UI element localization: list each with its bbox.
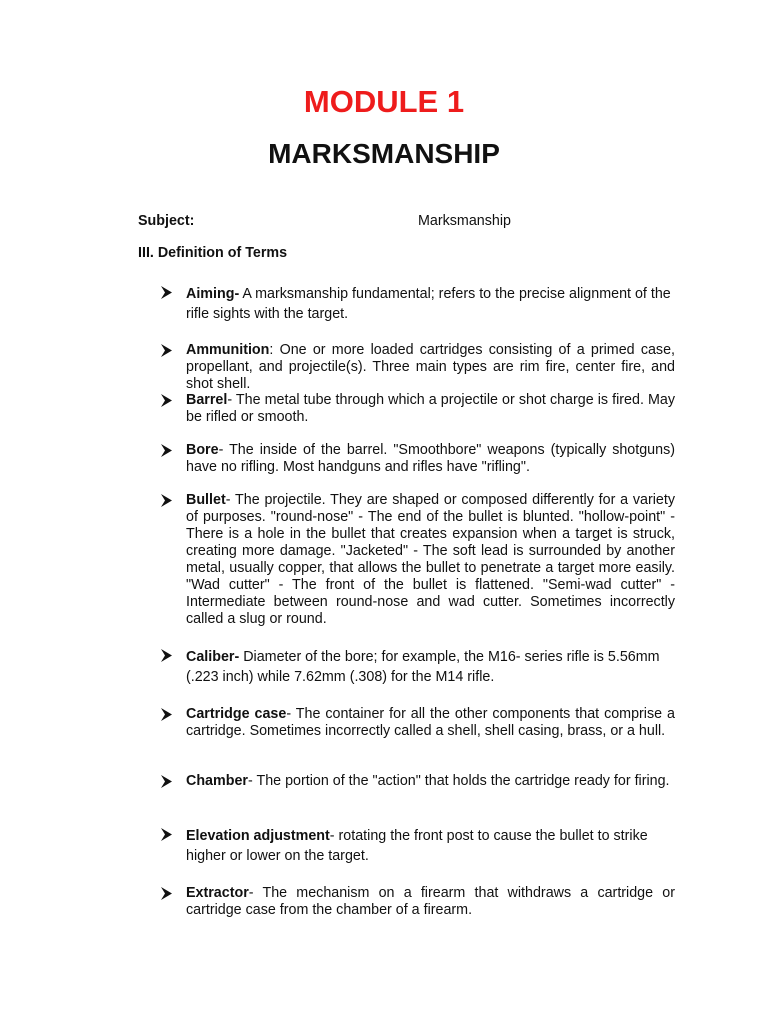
subject-value: Marksmanship xyxy=(418,213,511,229)
term-definition: - The metal tube through which a projectile or shot charge is fired. May be rifled or smooth. xyxy=(186,392,675,425)
term-definition: A marksmanship fundamental; refers to the precise alignment of the rifle sights with the target. xyxy=(186,286,671,322)
term-item-ammunition xyxy=(163,342,675,393)
term-name: Cartridge case xyxy=(186,706,287,722)
term-definition: : One or more loaded cartridges consisting of a primed case, propellant, and projectile(s). Three main types are rim fire, center fire, and shot shell. xyxy=(186,342,675,392)
arrow-bullet-icon xyxy=(161,286,172,299)
term-name: Barrel xyxy=(186,392,228,408)
term-text xyxy=(186,773,675,790)
term-item-caliber xyxy=(163,647,675,687)
arrow-bullet-icon xyxy=(161,828,172,841)
module-number: MODULE 1 xyxy=(303,84,465,119)
arrow-bullet-icon xyxy=(161,444,172,457)
term-item-chamber xyxy=(163,773,675,790)
term-item-extractor xyxy=(163,885,675,919)
term-name: Caliber- xyxy=(186,649,240,665)
term-item-aiming xyxy=(163,284,675,324)
term-definition: - The mechanism on a firearm that withdraws a cartridge or cartridge case from the chamber of a firearm. xyxy=(186,885,675,918)
arrow-bullet-icon xyxy=(161,708,172,721)
term-definition: - The portion of the "action" that holds the cartridge ready for firing. xyxy=(247,773,670,789)
subject-label: Subject: xyxy=(138,213,195,229)
term-text xyxy=(186,492,675,628)
arrow-bullet-icon xyxy=(161,649,172,662)
term-text xyxy=(186,442,675,476)
term-name: Chamber xyxy=(186,773,248,789)
term-item-barrel xyxy=(163,392,675,426)
term-name: Elevation adjustment xyxy=(186,828,330,844)
term-definition: - The projectile. They are shaped or composed differently for a variety of purposes. "round-nose" - The end of the bullet is blunted. "hollow-point" - There is a hole in the bullet that creates expansion when a target is struck, creating more damage. "Jacketed" - The soft lead is surrounded by another metal, usually copper, that allows the bullet to penetrate a target more easily. "Wad cutter" - The front of the bullet is flattened. "Semi-wad cutter" - Intermediate between round-nose and wad cutter. Sometimes incorrectly called a slug or round. xyxy=(186,492,675,627)
term-definition: Diameter of the bore; for example, the M16- series rifle is 5.56mm (.223 inch) while 7.62mm (.308) for the M14 rifle. xyxy=(186,649,660,685)
term-text xyxy=(186,392,675,426)
term-name: Bullet xyxy=(186,492,226,508)
term-text xyxy=(186,647,675,687)
arrow-bullet-icon xyxy=(161,494,172,507)
term-name: Extractor xyxy=(186,885,249,901)
arrow-bullet-icon xyxy=(161,775,172,788)
term-text xyxy=(186,826,675,866)
section-heading: III. Definition of Terms xyxy=(138,245,288,261)
term-item-bore xyxy=(163,442,675,476)
term-item-bullet xyxy=(163,492,675,628)
term-item-elevation-adjustment xyxy=(163,826,675,866)
term-name: Bore xyxy=(186,442,219,458)
term-definition: - The container for all the other components that comprise a cartridge. Sometimes incorrectly called a shell, shell casing, brass, or a hull. xyxy=(186,706,675,739)
term-text xyxy=(186,284,675,324)
arrow-bullet-icon xyxy=(161,394,172,407)
term-text xyxy=(186,885,675,919)
page-title: MARKSMANSHIP xyxy=(268,138,500,169)
term-item-cartridge-case xyxy=(163,706,675,740)
term-text xyxy=(186,706,675,740)
term-name: Ammunition xyxy=(186,342,270,358)
term-name: Aiming- xyxy=(186,286,240,302)
term-definition: - The inside of the barrel. "Smoothbore" weapons (typically shotguns) have no rifling. Most handguns and rifles have "rifling". xyxy=(186,442,675,475)
arrow-bullet-icon xyxy=(161,887,172,900)
term-definition: - rotating the front post to cause the bullet to strike higher or lower on the target. xyxy=(186,828,648,864)
arrow-bullet-icon xyxy=(161,344,172,357)
term-text xyxy=(186,342,675,393)
